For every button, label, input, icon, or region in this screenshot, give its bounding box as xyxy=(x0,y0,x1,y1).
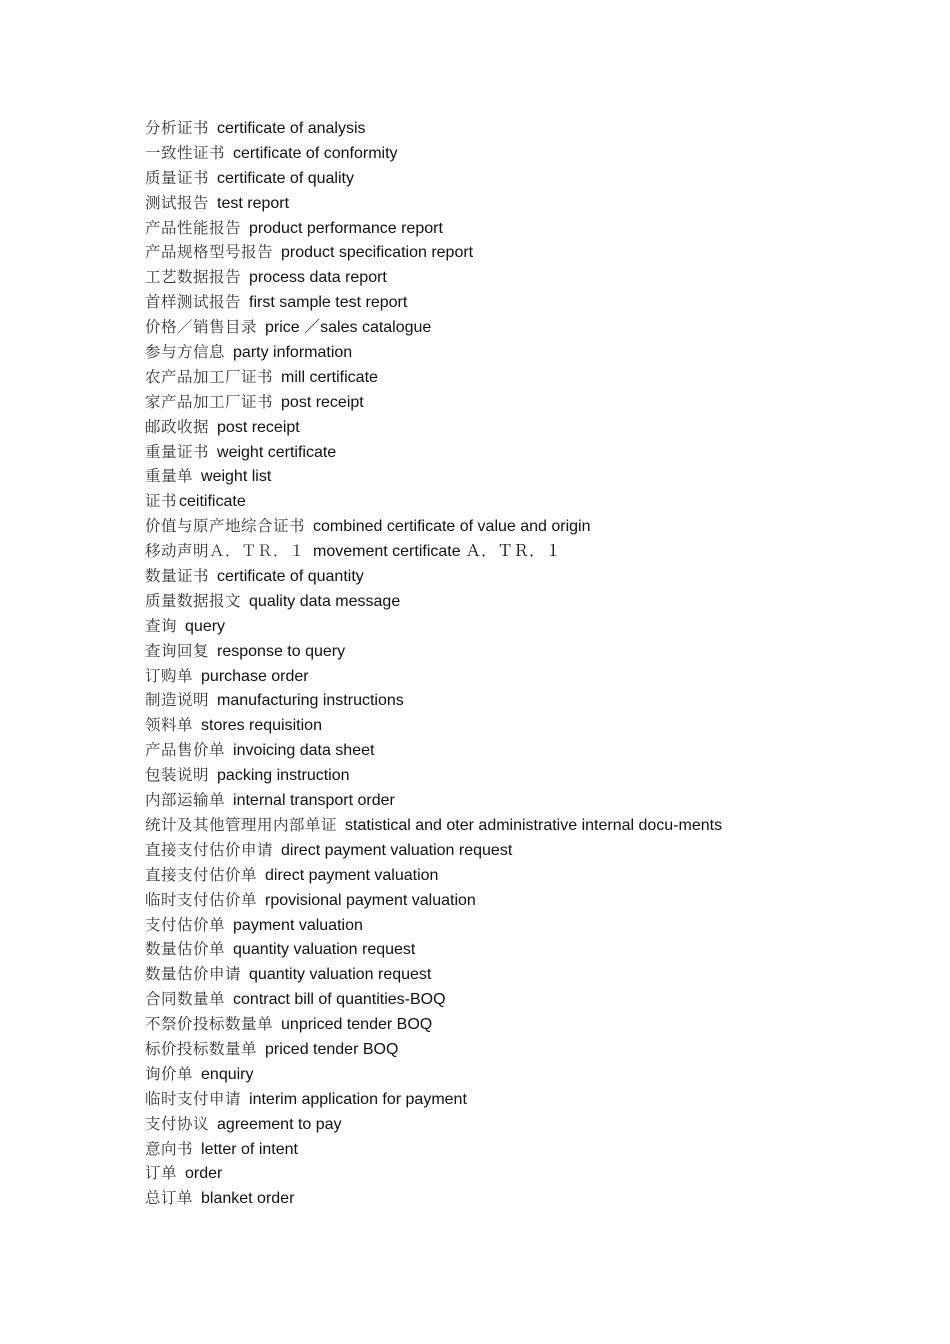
entry-english-term: quantity valuation request xyxy=(249,966,432,984)
entry-chinese-term: 一致性证书 xyxy=(145,143,226,162)
entry-chinese-term: 重量单 xyxy=(145,467,194,486)
entry-chinese-term: 产品规格型号报告 xyxy=(145,243,274,262)
glossary-entry xyxy=(145,664,925,689)
glossary-list xyxy=(145,116,925,1211)
entry-chinese-term: 标价投标数量单 xyxy=(145,1039,258,1058)
entry-chinese-term: 查询回复 xyxy=(145,641,210,660)
entry-english-term: rpovisional payment valuation xyxy=(265,891,476,909)
entry-chinese-term: 价值与原产地综合证书 xyxy=(145,517,306,536)
glossary-entry xyxy=(145,116,925,141)
glossary-entry xyxy=(145,464,925,489)
entry-chinese-term: 首样测试报告 xyxy=(145,293,242,312)
entry-chinese-term: 支付估价单 xyxy=(145,915,226,934)
entry-chinese-term: 查询 xyxy=(145,616,178,635)
entry-english-term: priced tender BOQ xyxy=(265,1040,399,1058)
entry-chinese-term: 领料单 xyxy=(145,716,194,735)
entry-chinese-term: 总订单 xyxy=(145,1189,194,1208)
entry-english-term: mill certificate xyxy=(281,368,378,386)
entry-english-term: certificate of conformity xyxy=(233,144,398,162)
entry-chinese-term: 重量证书 xyxy=(145,442,210,461)
entry-english-term: order xyxy=(185,1165,223,1183)
entry-english-term: direct payment valuation request xyxy=(281,841,513,859)
entry-english-term: statistical and oter administrative internal docu-ments xyxy=(345,816,723,834)
glossary-entry xyxy=(145,564,925,589)
entry-english-term: internal transport order xyxy=(233,792,395,810)
entry-english-term: response to query xyxy=(217,642,346,660)
entry-chinese-term: 质量证书 xyxy=(145,168,210,187)
glossary-entry xyxy=(145,838,925,863)
entry-chinese-term: 参与方信息 xyxy=(145,343,226,362)
glossary-entry xyxy=(145,1037,925,1062)
glossary-entry xyxy=(145,240,925,265)
glossary-entry xyxy=(145,415,925,440)
entry-english-term: first sample test report xyxy=(249,294,408,312)
entry-english-term: test report xyxy=(217,194,290,212)
entry-chinese-term: 支付协议 xyxy=(145,1114,210,1133)
entry-english-term: process data report xyxy=(249,269,387,287)
entry-english-term: letter of intent xyxy=(201,1140,298,1158)
glossary-entry xyxy=(145,166,925,191)
entry-english-term: weight list xyxy=(201,468,272,486)
entry-english-term: certificate of quantity xyxy=(217,568,364,586)
entry-english-term: quality data message xyxy=(249,592,401,610)
glossary-entry xyxy=(145,987,925,1012)
entry-chinese-term: 订单 xyxy=(145,1164,178,1183)
entry-english-term: manufacturing instructions xyxy=(217,692,404,710)
entry-english-term: query xyxy=(185,617,226,635)
entry-chinese-term: 临时支付申请 xyxy=(145,1089,242,1108)
entry-english-term: contract bill of quantities-BOQ xyxy=(233,991,446,1009)
entry-english-term: post receipt xyxy=(281,393,364,411)
glossary-entry xyxy=(145,589,925,614)
entry-english-term: price ／sales catalogue xyxy=(265,319,432,337)
entry-chinese-term: 合同数量单 xyxy=(145,990,226,1009)
glossary-entry xyxy=(145,141,925,166)
glossary-entry xyxy=(145,1186,925,1211)
entry-chinese-term: 内部运输单 xyxy=(145,791,226,810)
entry-chinese-term: 不祭价投标数量单 xyxy=(145,1015,274,1034)
entry-chinese-term: 价格／销售目录 xyxy=(145,318,258,337)
entry-chinese-term: 直接支付估价申请 xyxy=(145,840,274,859)
entry-english-term: combined certificate of value and origin xyxy=(313,518,591,536)
glossary-entry xyxy=(145,489,925,514)
entry-english-term: party information xyxy=(233,344,353,362)
entry-chinese-term: 直接支付估价单 xyxy=(145,865,258,884)
entry-english-term: product performance report xyxy=(249,219,443,237)
glossary-entry xyxy=(145,514,925,539)
glossary-entry xyxy=(145,1087,925,1112)
entry-english-term: certificate of quality xyxy=(217,169,354,187)
entry-english-term: stores requisition xyxy=(201,717,322,735)
glossary-entry xyxy=(145,863,925,888)
entry-english-term: interim application for payment xyxy=(249,1090,467,1108)
glossary-entry xyxy=(145,639,925,664)
entry-chinese-term: 产品性能报告 xyxy=(145,218,242,237)
entry-english-term: product specification report xyxy=(281,244,474,262)
entry-chinese-term: 数量估价单 xyxy=(145,940,226,959)
entry-chinese-term: 邮政收据 xyxy=(145,417,210,436)
entry-chinese-term: 数量估价申请 xyxy=(145,965,242,984)
entry-chinese-term: 产品售价单 xyxy=(145,741,226,760)
glossary-entry xyxy=(145,1137,925,1162)
entry-chinese-term: 证书 xyxy=(145,492,178,511)
entry-english-term: purchase order xyxy=(201,667,309,685)
glossary-entry xyxy=(145,1161,925,1186)
entry-english-term: packing instruction xyxy=(217,767,350,785)
entry-chinese-term: 制造说明 xyxy=(145,691,210,710)
entry-english-term: movement certificate Ａ．ＴＲ．１ xyxy=(313,543,562,561)
glossary-entry xyxy=(145,315,925,340)
entry-chinese-term: 询价单 xyxy=(145,1064,194,1083)
entry-chinese-term: 测试报告 xyxy=(145,193,210,212)
entry-english-term: ceitificate xyxy=(179,493,246,511)
entry-english-term: post receipt xyxy=(217,418,300,436)
entry-english-term: certificate of analysis xyxy=(217,120,366,137)
entry-chinese-term: 包装说明 xyxy=(145,766,210,785)
entry-chinese-term: 农产品加工厂证书 xyxy=(145,367,274,386)
glossary-entry xyxy=(145,813,925,838)
entry-chinese-term: 意向书 xyxy=(145,1139,194,1158)
glossary-entry xyxy=(145,738,925,763)
glossary-entry xyxy=(145,763,925,788)
entry-chinese-term: 质量数据报文 xyxy=(145,591,242,610)
entry-english-term: weight certificate xyxy=(217,443,337,461)
glossary-entry xyxy=(145,688,925,713)
glossary-entry xyxy=(145,265,925,290)
entry-english-term: payment valuation xyxy=(233,916,363,934)
entry-chinese-term: 移动声明Ａ．ＴＲ．１ xyxy=(145,542,306,561)
glossary-entry xyxy=(145,1112,925,1137)
glossary-entry xyxy=(145,713,925,738)
entry-english-term: unpriced tender BOQ xyxy=(281,1016,433,1034)
entry-chinese-term: 分析证书 xyxy=(145,119,210,137)
entry-chinese-term: 订购单 xyxy=(145,666,194,685)
entry-chinese-term: 家产品加工厂证书 xyxy=(145,392,274,411)
glossary-entry xyxy=(145,1012,925,1037)
entry-chinese-term: 数量证书 xyxy=(145,567,210,586)
glossary-entry xyxy=(145,340,925,365)
glossary-entry xyxy=(145,1062,925,1087)
glossary-entry xyxy=(145,888,925,913)
entry-chinese-term: 临时支付估价单 xyxy=(145,890,258,909)
entry-chinese-term: 统计及其他管理用内部单证 xyxy=(145,815,338,834)
glossary-entry xyxy=(145,614,925,639)
glossary-entry xyxy=(145,788,925,813)
entry-english-term: direct payment valuation xyxy=(265,866,439,884)
glossary-entry xyxy=(145,365,925,390)
glossary-entry xyxy=(145,216,925,241)
entry-english-term: enquiry xyxy=(201,1065,254,1083)
entry-english-term: blanket order xyxy=(201,1190,295,1208)
glossary-entry xyxy=(145,390,925,415)
glossary-entry xyxy=(145,290,925,315)
glossary-entry xyxy=(145,937,925,962)
glossary-entry xyxy=(145,191,925,216)
entry-english-term: invoicing data sheet xyxy=(233,742,375,760)
glossary-entry xyxy=(145,440,925,465)
glossary-entry xyxy=(145,913,925,938)
glossary-entry xyxy=(145,539,925,564)
glossary-entry xyxy=(145,962,925,987)
entry-chinese-term: 工艺数据报告 xyxy=(145,268,242,287)
entry-english-term: agreement to pay xyxy=(217,1115,342,1133)
entry-english-term: quantity valuation request xyxy=(233,941,416,959)
